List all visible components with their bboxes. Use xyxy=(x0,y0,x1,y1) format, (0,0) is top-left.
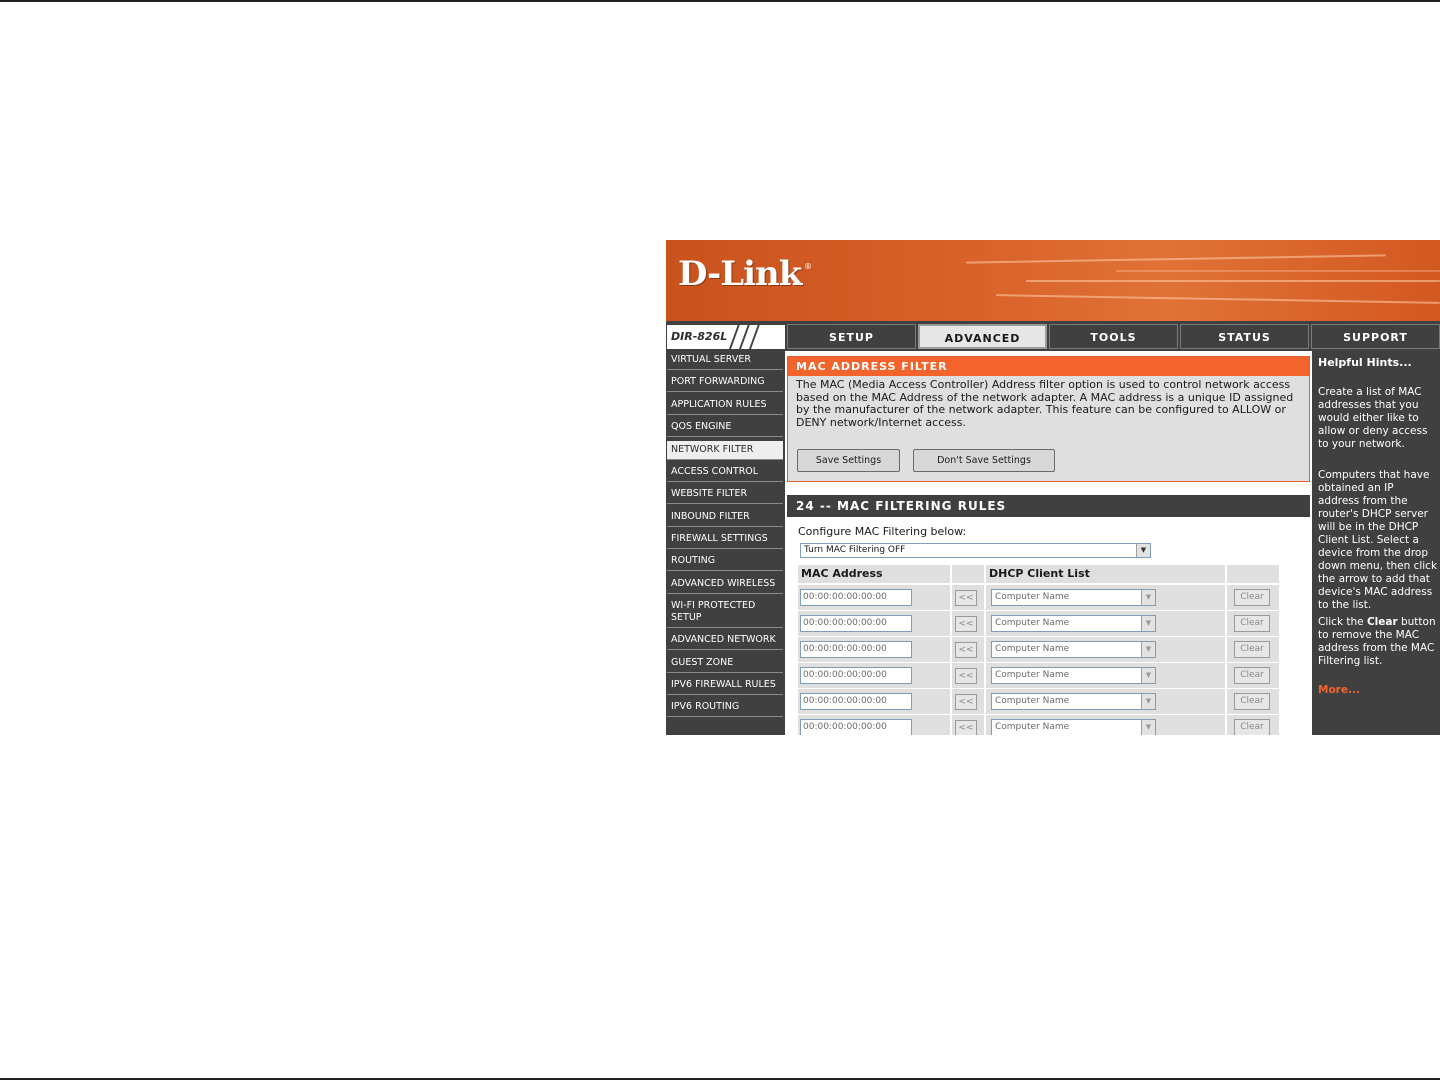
clear-button[interactable]: Clear xyxy=(1234,641,1270,658)
page-top-rule xyxy=(0,0,1440,2)
router-admin-screenshot xyxy=(666,240,1440,735)
helpful-hints-panel xyxy=(1314,351,1440,735)
sidebar-item-guest-zone[interactable]: GUEST ZONE xyxy=(667,654,783,673)
clear-button[interactable]: Clear xyxy=(1234,589,1270,606)
add-mac-arrow-button[interactable]: << xyxy=(955,642,977,658)
help-paragraph: Computers that have obtained an IP address from the router's DHCP server will be in the DHCP Client List. Select a device from the drop down menu, then click the arrow to add that device's MAC address to the list. xyxy=(1318,469,1438,611)
top-navigation xyxy=(666,322,1440,351)
dropdown-arrow-icon: ▼ xyxy=(1141,616,1155,631)
dropdown-arrow-icon: ▼ xyxy=(1141,642,1155,657)
mac-address-input[interactable]: 00:00:00:00:00:00 xyxy=(800,589,912,606)
table-row xyxy=(798,637,1281,663)
banner-streak xyxy=(1026,280,1440,282)
mac-address-input[interactable]: 00:00:00:00:00:00 xyxy=(800,693,912,710)
clear-button[interactable]: Clear xyxy=(1234,719,1270,735)
mac-address-input[interactable]: 00:00:00:00:00:00 xyxy=(800,615,912,632)
dhcp-client-value: Computer Name xyxy=(995,644,1070,654)
sidebar-item-ipv6-routing[interactable]: IPV6 ROUTING xyxy=(667,698,783,717)
slash-decoration xyxy=(738,325,749,349)
slash-decoration xyxy=(748,325,759,349)
help-text-fragment: Click the xyxy=(1318,616,1367,628)
dont-save-settings-button[interactable]: Don't Save Settings xyxy=(913,449,1055,472)
dhcp-client-select[interactable] xyxy=(991,719,1156,735)
table-row xyxy=(798,663,1281,689)
sidebar-item-port-forwarding[interactable]: PORT FORWARDING xyxy=(667,373,783,392)
column-header-dhcp: DHCP Client List xyxy=(986,565,1225,583)
clear-button[interactable]: Clear xyxy=(1234,667,1270,684)
mac-address-input[interactable]: 00:00:00:00:00:00 xyxy=(800,719,912,735)
dropdown-arrow-icon: ▼ xyxy=(1141,720,1155,735)
dhcp-client-select[interactable] xyxy=(991,693,1156,710)
sidebar-item-wifi-protected-setup[interactable]: WI-FI PROTECTED SETUP xyxy=(667,597,783,628)
rules-section-title: 24 -- MAC FILTERING RULES xyxy=(787,495,1310,517)
dhcp-client-select[interactable] xyxy=(991,615,1156,632)
add-mac-arrow-button[interactable]: << xyxy=(955,616,977,632)
dlink-logo: D-Link xyxy=(678,254,802,294)
mac-filter-panel xyxy=(787,356,1310,482)
clear-button[interactable]: Clear xyxy=(1234,693,1270,710)
model-badge xyxy=(667,325,785,349)
tab-status[interactable]: STATUS xyxy=(1180,324,1309,349)
column-header-spacer xyxy=(952,565,984,583)
sidebar-item-application-rules[interactable]: APPLICATION RULES xyxy=(667,396,783,415)
help-title: Helpful Hints... xyxy=(1318,356,1412,369)
banner-streak xyxy=(996,294,1440,304)
filter-mode-value: Turn MAC Filtering OFF xyxy=(804,545,906,555)
dhcp-client-value: Computer Name xyxy=(995,592,1070,602)
tab-tools[interactable]: TOOLS xyxy=(1049,324,1178,349)
column-header-spacer xyxy=(1227,565,1279,583)
filter-mode-select[interactable] xyxy=(800,543,1151,558)
dropdown-arrow-icon: ▼ xyxy=(1141,590,1155,605)
mac-address-input[interactable]: 00:00:00:00:00:00 xyxy=(800,667,912,684)
sidebar-item-ipv6-firewall-rules[interactable]: IPV6 FIREWALL RULES xyxy=(667,676,783,695)
slash-decoration xyxy=(728,325,739,349)
table-row xyxy=(798,611,1281,637)
dhcp-client-value: Computer Name xyxy=(995,618,1070,628)
dhcp-client-value: Computer Name xyxy=(995,722,1070,732)
main-content xyxy=(785,351,1312,735)
dropdown-arrow-icon: ▼ xyxy=(1136,544,1150,557)
sidebar-item-qos-engine[interactable]: QOS ENGINE xyxy=(667,418,783,437)
configure-label: Configure MAC Filtering below: xyxy=(798,525,967,538)
sidebar-item-firewall-settings[interactable]: FIREWALL SETTINGS xyxy=(667,530,783,549)
table-row xyxy=(798,689,1281,715)
model-label: DIR-826L xyxy=(671,330,728,343)
help-text-fragment: button to remove the MAC address from the MAC Filtering list. xyxy=(1318,616,1436,667)
sidebar-item-advanced-network[interactable]: ADVANCED NETWORK xyxy=(667,631,783,650)
registered-mark: ® xyxy=(804,262,812,271)
help-text-bold: Clear xyxy=(1366,616,1398,628)
add-mac-arrow-button[interactable]: << xyxy=(955,720,977,735)
add-mac-arrow-button[interactable]: << xyxy=(955,668,977,684)
banner-streak xyxy=(966,254,1386,263)
banner-streak xyxy=(1116,270,1440,272)
sidebar-item-inbound-filter[interactable]: INBOUND FILTER xyxy=(667,508,783,527)
clear-button[interactable]: Clear xyxy=(1234,615,1270,632)
tab-setup[interactable]: SETUP xyxy=(787,324,916,349)
dropdown-arrow-icon: ▼ xyxy=(1141,694,1155,709)
rules-section xyxy=(787,517,1310,735)
more-link[interactable]: More... xyxy=(1318,684,1360,696)
sidebar xyxy=(666,351,784,735)
add-mac-arrow-button[interactable]: << xyxy=(955,590,977,606)
mac-address-input[interactable]: 00:00:00:00:00:00 xyxy=(800,641,912,658)
sidebar-item-access-control[interactable]: ACCESS CONTROL xyxy=(667,463,783,482)
save-settings-button[interactable]: Save Settings xyxy=(797,449,900,472)
sidebar-item-website-filter[interactable]: WEBSITE FILTER xyxy=(667,485,783,504)
add-mac-arrow-button[interactable]: << xyxy=(955,694,977,710)
sidebar-item-advanced-wireless[interactable]: ADVANCED WIRELESS xyxy=(667,575,783,594)
brand-banner xyxy=(666,240,1440,321)
dhcp-client-select[interactable] xyxy=(991,641,1156,658)
panel-description: The MAC (Media Access Controller) Address filter option is used to control network access based on the MAC Address of the network adapter. A MAC address is a unique ID assigned by the manufacturer of the network adapter. This feature can be configured to ALLOW or DENY network/Internet access. xyxy=(796,378,1294,429)
help-paragraph xyxy=(1318,616,1438,668)
dhcp-client-select[interactable] xyxy=(991,589,1156,606)
table-row xyxy=(798,715,1281,735)
page-bottom-rule xyxy=(0,1078,1440,1080)
table-row xyxy=(798,585,1281,611)
sidebar-item-routing[interactable]: ROUTING xyxy=(667,552,783,571)
dropdown-arrow-icon: ▼ xyxy=(1141,668,1155,683)
help-paragraph: Create a list of MAC addresses that you would either like to allow or deny access to your network. xyxy=(1318,386,1428,450)
sidebar-item-network-filter[interactable]: NETWORK FILTER xyxy=(667,441,783,460)
sidebar-item-virtual-server[interactable]: VIRTUAL SERVER xyxy=(667,351,783,370)
column-header-mac: MAC Address xyxy=(798,565,950,583)
panel-title: MAC ADDRESS FILTER xyxy=(788,357,1309,376)
dhcp-client-value: Computer Name xyxy=(995,670,1070,680)
tab-advanced[interactable]: ADVANCED xyxy=(918,324,1047,349)
dhcp-client-value: Computer Name xyxy=(995,696,1070,706)
tab-support[interactable]: SUPPORT xyxy=(1311,324,1440,349)
dhcp-client-select[interactable] xyxy=(991,667,1156,684)
